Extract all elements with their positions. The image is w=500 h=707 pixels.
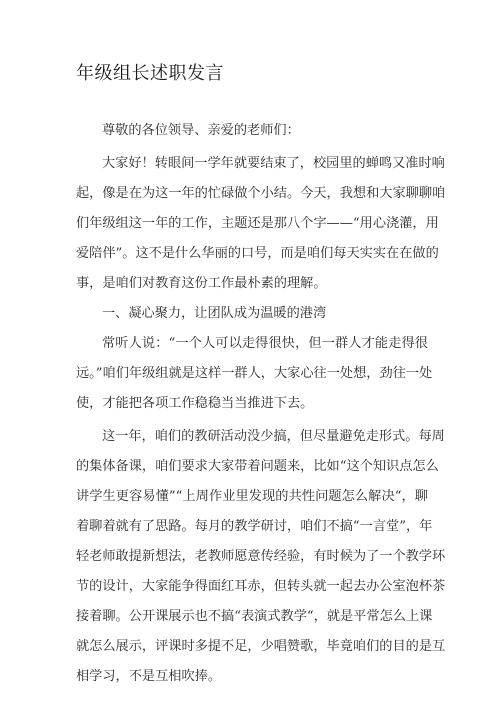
paragraph-line: 远。”咱们年级组就是这样一群人，大家心往一处想，劲往一处 <box>76 366 433 381</box>
paragraph-line: 常听人说：“一个人可以走得很快，但一群人才能走得很 <box>102 336 428 351</box>
paragraph-line: 就怎么展示，评课时多提不足，少唱赞歌，毕竟咱们的目的是互 <box>76 639 446 654</box>
paragraph-line: 事，是咱们对教育这份工作最朴素的理解。 <box>76 276 327 291</box>
paragraph-line: 讲学生更容易懂”“上周作业里发现的共性问题怎么解决“，聊 <box>76 489 428 504</box>
paragraph-line: 爱陪伴”。这不是什么华丽的口号，而是咱们每天实实在在做的 <box>76 246 439 261</box>
document-title: 年级组长述职发言 <box>76 63 224 84</box>
paragraph-2 <box>76 329 433 419</box>
section-heading: 一、凝心聚力，让团队成为温暖的港湾 <box>102 306 327 321</box>
paragraph-line: 节的设计，大家能争得面红耳赤，但转头就一起去办公室泡杯茶 <box>76 579 446 594</box>
paragraph-line: 着聊着就有了思路。每月的教学研讨，咱们不搞“一言堂”，年 <box>76 519 433 534</box>
paragraph-line: 轻老师敢提新想法，老教师愿意传经验，有时候为了一个教学环 <box>76 549 446 564</box>
paragraph-1 <box>76 149 446 299</box>
document-body <box>76 116 446 692</box>
paragraph-line: 相学习，不是互相吹捧。 <box>76 669 222 684</box>
greeting-line: 尊敬的各位领导、亲爱的老师们： <box>102 123 300 138</box>
paragraph-line: 接着聊。公开课展示也不搞“表演式教学“，就是平常怎么上课 <box>76 609 433 624</box>
paragraph-line: 们年级组这一年的工作，主题还是那八个字——“用心浇灌，用 <box>76 216 439 231</box>
paragraph-3 <box>76 422 446 692</box>
paragraph-line: 大家好！转眼间一学年就要结束了，校园里的蝉鸣又准时响 <box>102 156 445 171</box>
paragraph-line: 的集体备课，咱们要求大家带着问题来，比如“这个知识点怎么 <box>76 459 439 474</box>
paragraph-line: 使，才能把各项工作稳稳当当推进下去。 <box>76 396 314 411</box>
paragraph-line: 起，像是在为这一年的忙碌做个小结。今天，我想和大家聊聊咱 <box>76 186 446 201</box>
paragraph-line: 这一年，咱们的教研活动没少搞，但尽量避免走形式。每周 <box>102 429 445 444</box>
